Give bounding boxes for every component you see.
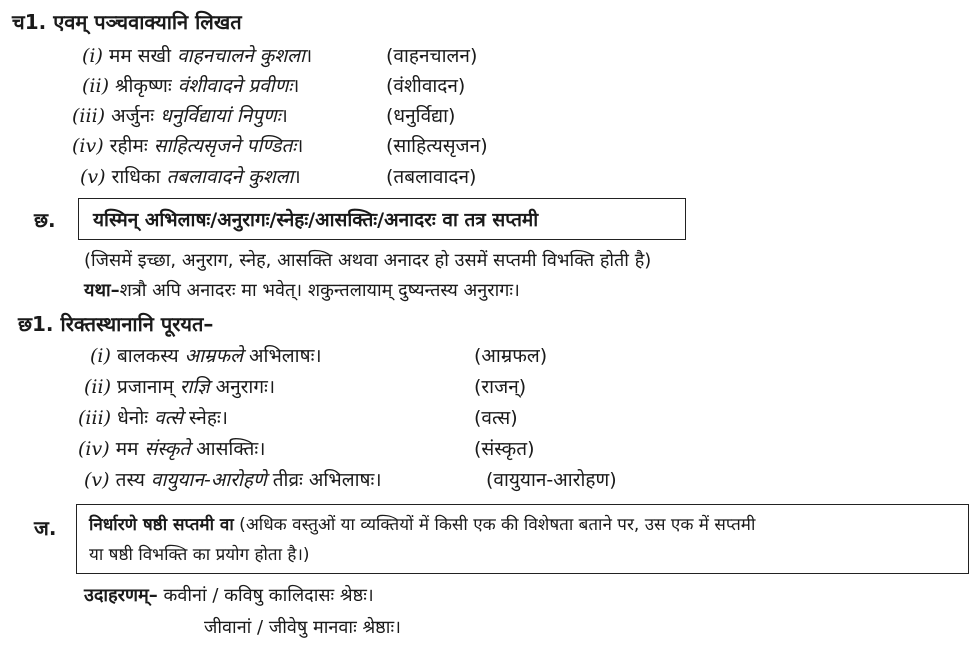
item-answer: वायुयान-आरोहणे — [150, 469, 267, 491]
chh1-item-hint: (वायुयान-आरोहण) — [486, 469, 617, 491]
ch1-item-hint: (वंशीवादन) — [386, 75, 466, 97]
ch1-item-hint: (तबलावादन) — [386, 166, 477, 188]
item-end: । — [280, 105, 288, 127]
j-example-1: कवीनां / कविषु कालिदासः श्रेष्ठः। — [163, 585, 374, 606]
ch1-item — [80, 163, 301, 189]
example-text: शत्रौ अपि अनादरः मा भवेत्। शकुन्तलायाम् दुष्यन्तस्य अनुरागः। — [119, 280, 520, 301]
item-text: राधिका — [111, 166, 167, 188]
rule-line-1 — [89, 512, 755, 535]
item-answer: धनुर्विद्यायां निपुणः — [160, 105, 281, 127]
chh1-item — [90, 342, 322, 368]
item-number: (iii) — [72, 105, 106, 127]
item-text: अर्जुनः — [111, 105, 161, 127]
chh1-item-hint: (वत्स) — [474, 407, 518, 429]
item-end: स्नेहः। — [182, 407, 228, 429]
item-end: । — [296, 135, 304, 157]
section-chh1-title: रिक्तस्थानानि पूरयत– — [60, 312, 214, 336]
item-answer: आम्रफले — [184, 345, 243, 367]
item-text: तस्य — [115, 469, 151, 491]
section-chh-label: छ. — [34, 208, 56, 232]
ch1-item-hint: (साहित्यसृजन) — [386, 135, 488, 157]
item-end: । — [304, 45, 313, 67]
item-end: । — [292, 75, 300, 97]
item-end: अभिलाषः। — [242, 345, 322, 367]
section-ch1-title: एवम् पञ्चवाक्यानि लिखत — [53, 10, 242, 34]
j-example-line-1 — [84, 583, 374, 607]
ch1-item — [72, 102, 288, 128]
item-number: (iii) — [78, 407, 112, 429]
ch1-item — [82, 72, 299, 98]
chh1-item — [84, 466, 382, 492]
item-number: (v) — [80, 166, 106, 188]
item-text: श्रीकृष्णः — [115, 75, 178, 97]
chh1-item — [78, 435, 265, 461]
section-chh1-label: छ1. — [18, 312, 54, 336]
item-number: (iv) — [72, 135, 104, 157]
item-answer: वाहनचालने कुशला — [177, 45, 305, 67]
item-text: मम सखी — [108, 45, 178, 67]
chh1-item-hint: (राजन्) — [474, 376, 527, 398]
item-answer: वत्से — [154, 407, 183, 429]
item-text: बालकस्य — [116, 345, 185, 367]
item-number: (iv) — [78, 438, 110, 460]
section-chh1-heading — [18, 310, 213, 337]
ch1-item-hint: (वाहनचालन) — [386, 45, 478, 67]
item-text: मम — [115, 438, 145, 460]
item-end: । — [293, 166, 301, 188]
item-answer: संस्कृते — [144, 438, 191, 460]
item-number: (i) — [90, 345, 111, 367]
item-answer: राज्ञि — [179, 376, 210, 398]
rule-text: यस्मिन् अभिलाषः/अनुरागः/स्नेहः/आसक्तिः/अनादरः वा तत्र सप्तमी — [93, 209, 539, 231]
item-end: आसक्तिः। — [190, 438, 266, 460]
j-example-label: उदाहरणम्– — [84, 585, 158, 606]
item-text: रहीमः — [109, 135, 154, 157]
item-text: प्रजानाम् — [117, 376, 180, 398]
rule-bold: निर्धारणे षष्ठी सप्तमी वा — [89, 515, 234, 535]
section-ch1-label: च1. — [12, 10, 47, 34]
chh1-item — [78, 404, 228, 430]
chh1-item-hint: (संस्कृत) — [474, 438, 535, 460]
item-answer: तबलावादने कुशला — [166, 166, 294, 188]
item-number: (v) — [84, 469, 110, 491]
section-j-label: ज. — [34, 516, 57, 540]
chh1-item — [84, 373, 275, 399]
item-answer: वंशीवादने प्रवीणः — [177, 75, 293, 97]
example-label: यथा– — [84, 280, 120, 301]
j-example-line-2: जीवानां / जीवेषु मानवाः श्रेष्ठाः। — [204, 617, 401, 638]
ch1-item — [82, 42, 312, 68]
ch1-item-hint: (धनुर्विद्या) — [386, 105, 456, 127]
item-end: तीव्रः अभिलाषः। — [266, 469, 382, 491]
ch1-item — [72, 132, 303, 158]
item-text: धेनोः — [117, 407, 155, 429]
rule-rest-1: (अधिक वस्तुओं या व्यक्तियों में किसी एक की विशेषता बताने पर, उस एक में सप्तमी — [233, 515, 756, 535]
rule-line-2: या षष्ठी विभक्ति का प्रयोग होता है।) — [89, 545, 310, 565]
item-number: (ii) — [84, 376, 111, 398]
rule-box-nirdharane — [76, 504, 969, 574]
item-number: (ii) — [82, 75, 109, 97]
item-answer: साहित्यसृजने पण्डितः — [153, 135, 297, 157]
rule-box-saptami — [78, 198, 686, 240]
chh1-item-hint: (आम्रफल) — [474, 345, 548, 367]
rule-explanation: (जिसमें इच्छा, अनुराग, स्नेह, आसक्ति अथवा अनादर हो उसमें सप्तमी विभक्ति होती है) — [84, 250, 652, 271]
item-end: अनुरागः। — [209, 376, 276, 398]
item-number: (i) — [82, 45, 103, 67]
section-ch1-heading — [12, 8, 242, 35]
example-line — [84, 278, 520, 302]
